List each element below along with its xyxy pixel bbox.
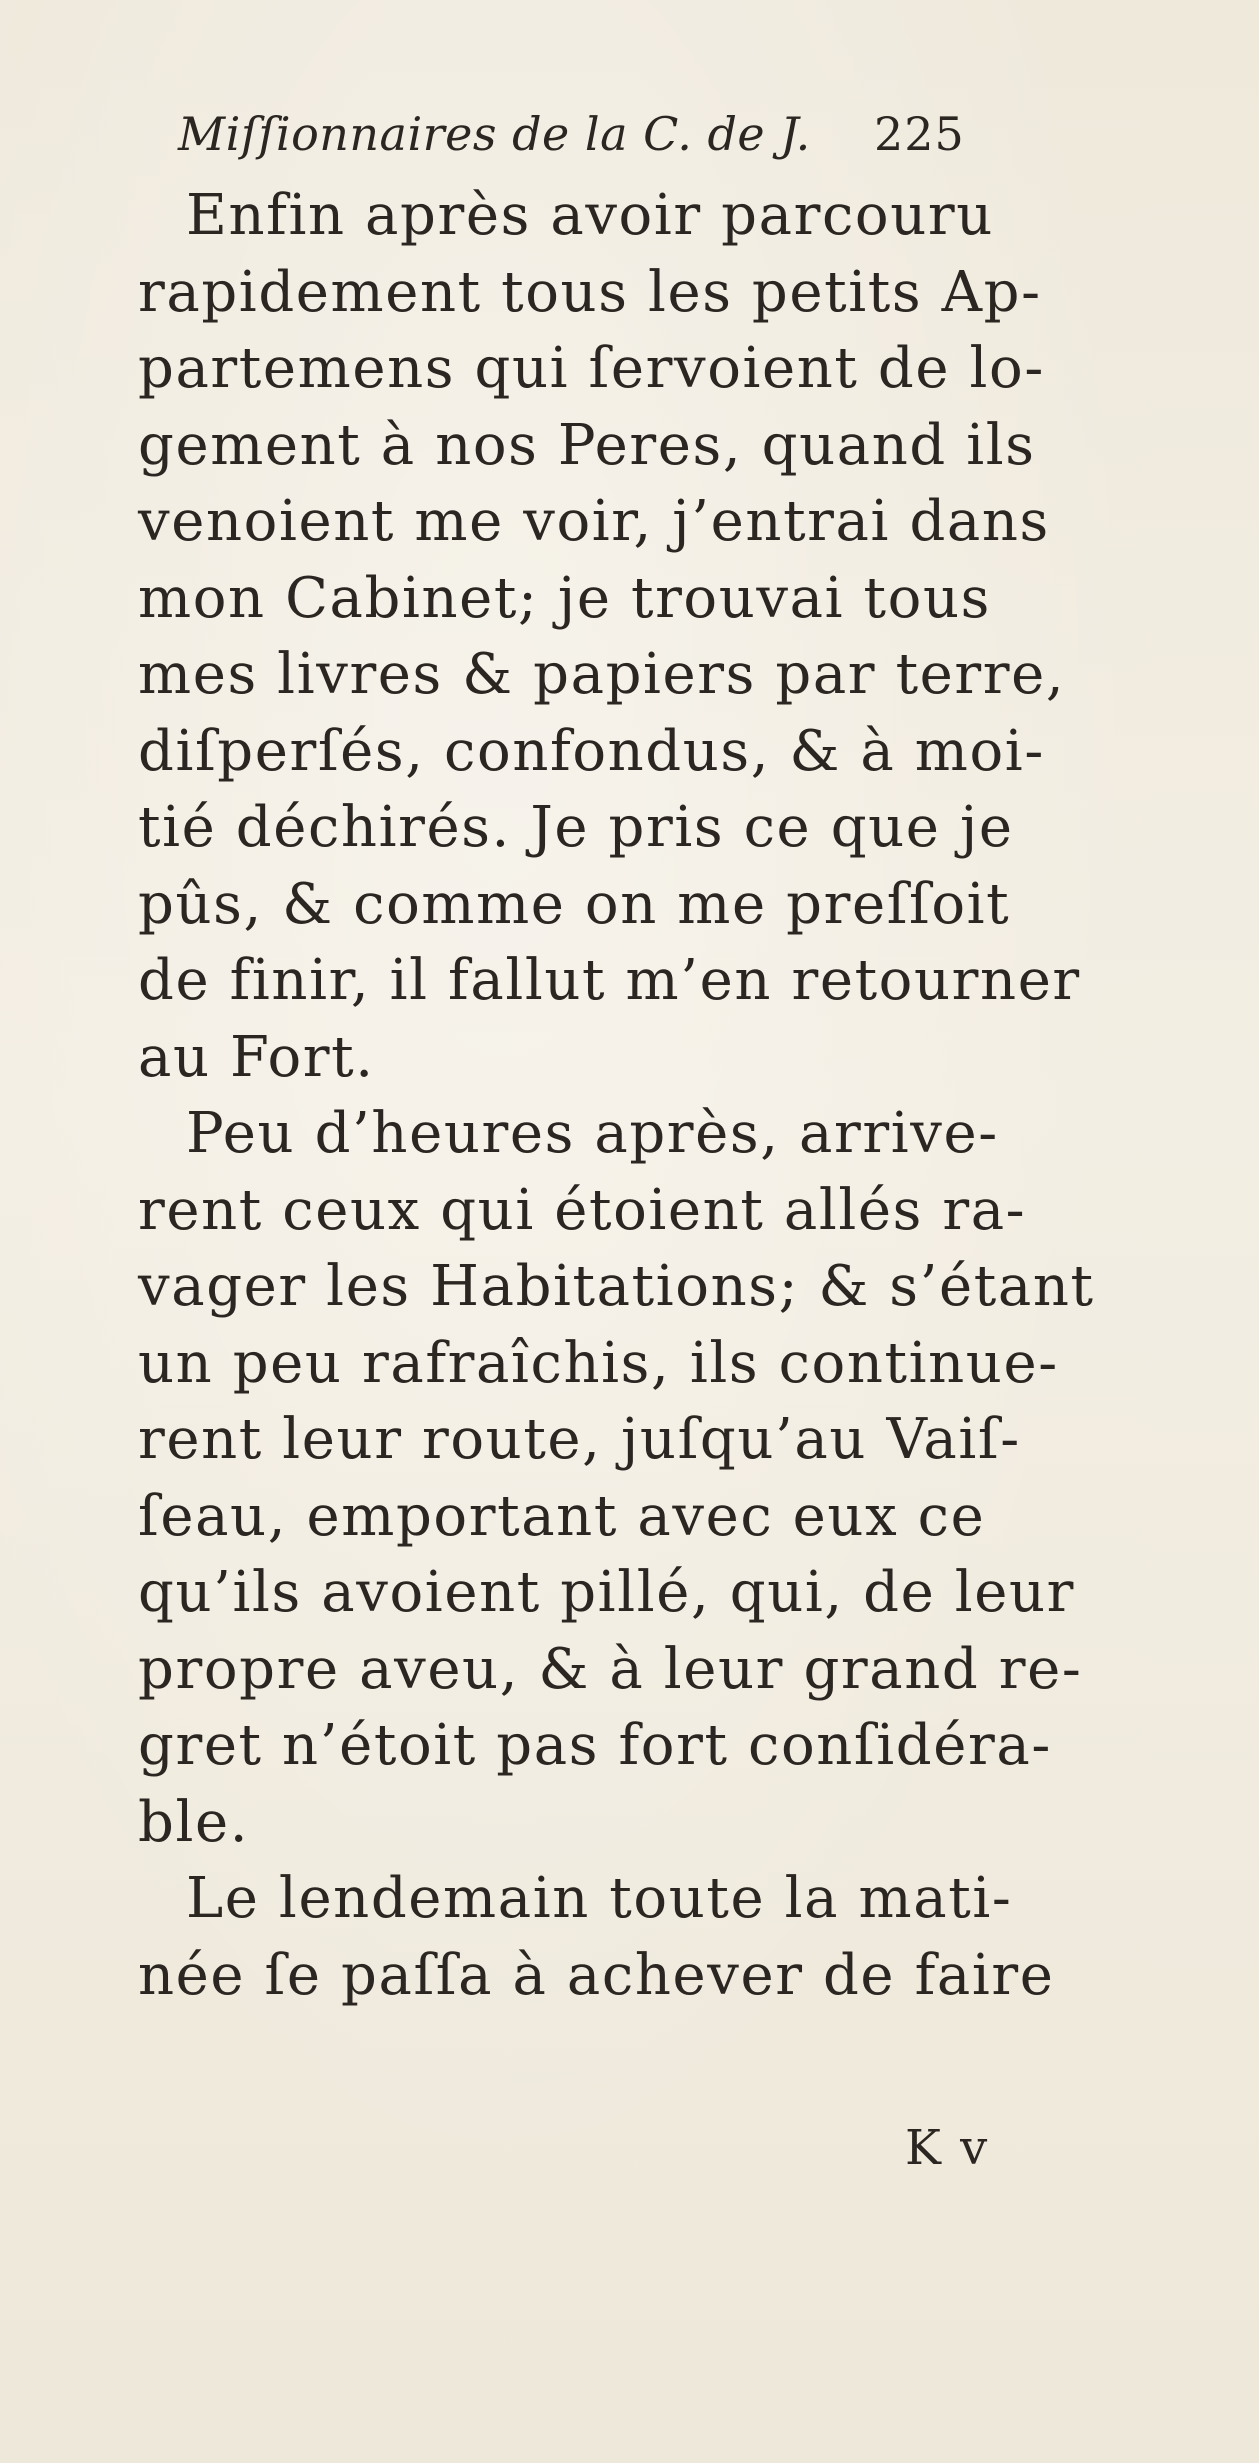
text-line: Enfin après avoir parcouru xyxy=(186,183,994,248)
text-line: rent leur route, juſqu’au Vaiſ- xyxy=(138,1407,1021,1472)
text-line: Peu d’heures après, arrive- xyxy=(186,1101,999,1166)
text-line: partemens qui ſervoient de lo- xyxy=(138,336,1045,401)
body-text xyxy=(138,178,1118,2014)
text-line: qu’ils avoient pillé, qui, de leur xyxy=(138,1560,1076,1625)
catchword-area xyxy=(905,2118,1025,2178)
text-line: mon Cabinet; je trouvai tous xyxy=(138,565,991,631)
text-line: pûs, & comme on me preſſoit xyxy=(138,871,1011,937)
text-line: Le lendemain toute la mati- xyxy=(186,1866,1013,1931)
text-line: de finir, il fallut m’en retourner xyxy=(138,948,1081,1013)
text-line: propre aveu, & à leur grand re- xyxy=(138,1636,1083,1702)
text-line: vager les Habitations; & s’étant xyxy=(138,1254,1095,1319)
running-title: Miſſionnaires de la C. de J. xyxy=(178,107,811,161)
text-line: un peu rafraîchis, ils continue- xyxy=(138,1330,1059,1396)
text-line: ſeau, emportant avec eux ce xyxy=(138,1483,986,1549)
catchword: K v xyxy=(905,2120,990,2176)
text-line: née ſe paſſa à achever de faire xyxy=(138,1942,1055,2008)
text-line: rapidement tous les petits Ap- xyxy=(138,259,1042,325)
text-line: rent ceux qui étoient allés ra- xyxy=(138,1177,1027,1243)
page-header xyxy=(178,107,978,161)
text-line: venoient me voir, j’entrai dans xyxy=(138,489,1050,554)
text-line: gement à nos Peres, quand ils xyxy=(138,412,1036,478)
text-line: diſperſés, confondus, & à moi- xyxy=(138,718,1045,784)
text-line: ble. xyxy=(138,1789,250,1855)
page-number: 225 xyxy=(874,107,965,161)
text-line: tié déchirés. Je pris ce que je xyxy=(138,795,1014,860)
text-line: gret n’étoit pas fort conſidéra- xyxy=(138,1713,1052,1778)
text-line: au Fort. xyxy=(138,1024,375,1090)
text-line: mes livres & papiers par terre, xyxy=(138,642,1066,707)
